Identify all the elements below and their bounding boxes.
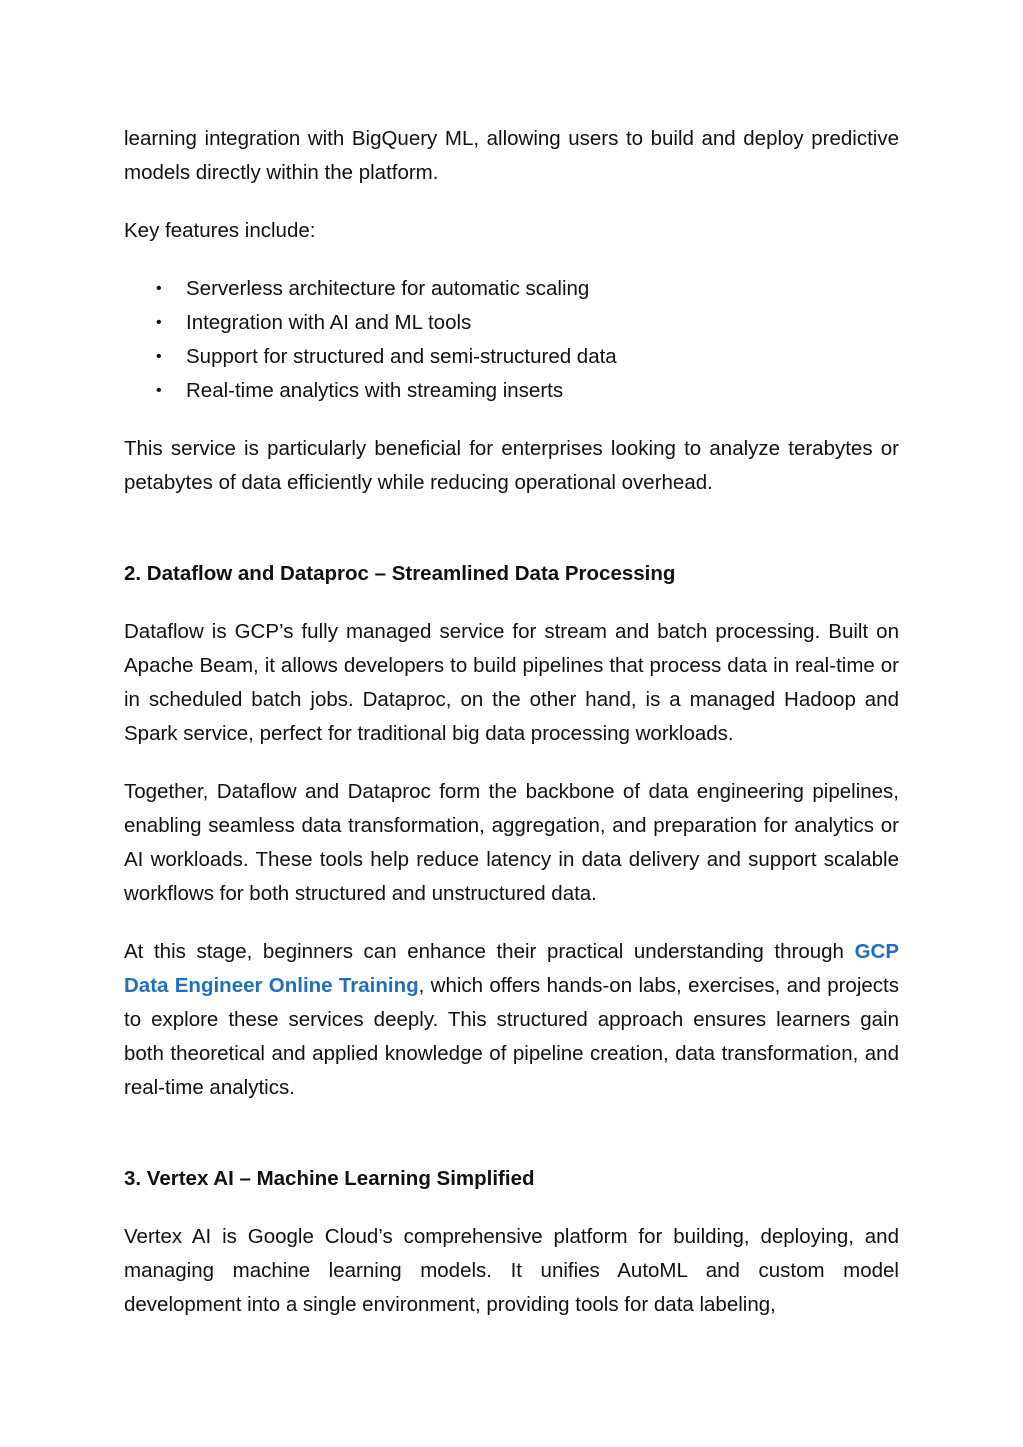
intro-closing-paragraph: This service is particularly beneficial for enterprises looking to analyze terabytes or petabytes of data efficiently while reducing operational overhead.: [124, 437, 899, 494]
section-2-paragraph-3: At this stage, beginners can enhance their practical understanding through GCP Data Engineer Online Training, which offers hands-on labs, exercises, and projects to explore these services deeply. This structured approach ensures learners gain both theoretical and applied knowledge of pipeline creation, data transformation, and real-time analytics.: [124, 940, 899, 1099]
section-2-heading: 2. Dataflow and Dataproc – Streamlined Data Processing: [124, 562, 676, 585]
bullet-icon: •: [156, 314, 162, 331]
bullet-icon: •: [156, 382, 162, 399]
intro-paragraph: learning integration with BigQuery ML, allowing users to build and deploy predictive models directly within the platform.: [124, 127, 899, 184]
section-3-heading: 3. Vertex AI – Machine Learning Simplified: [124, 1167, 535, 1190]
list-item: • Support for structured and semi-structured data: [124, 340, 899, 374]
features-list: [124, 272, 899, 408]
list-item: • Integration with AI and ML tools: [124, 306, 899, 340]
bullet-icon: •: [156, 280, 162, 297]
gcp-training-link[interactable]: GCP Data Engineer Online Training: [124, 940, 899, 997]
bullet-icon: •: [156, 348, 162, 365]
section-3-paragraph-1: Vertex AI is Google Cloud’s comprehensive platform for building, deploying, and managing machine learning models. It unifies AutoML and custom model development into a single environment, providing tools for data labeling,: [124, 1225, 899, 1316]
list-item: • Serverless architecture for automatic scaling: [124, 272, 899, 306]
key-features-label: Key features include:: [124, 219, 316, 242]
document-page: [124, 122, 899, 1322]
section-2-paragraph-2: Together, Dataflow and Dataproc form the backbone of data engineering pipelines, enabling seamless data transformation, aggregation, and preparation for analytics or AI workloads. These tools help reduce latency in data delivery and support scalable workflows for both structured and unstructured data.: [124, 780, 899, 905]
section-2-paragraph-1: Dataflow is GCP’s fully managed service for stream and batch processing. Built on Apache Beam, it allows developers to build pipelines that process data in real-time or in scheduled batch jobs. Dataproc, on the other hand, is a managed Hadoop and Spark service, perfect for traditional big data processing workloads.: [124, 620, 899, 745]
list-item: • Real-time analytics with streaming inserts: [124, 374, 899, 408]
